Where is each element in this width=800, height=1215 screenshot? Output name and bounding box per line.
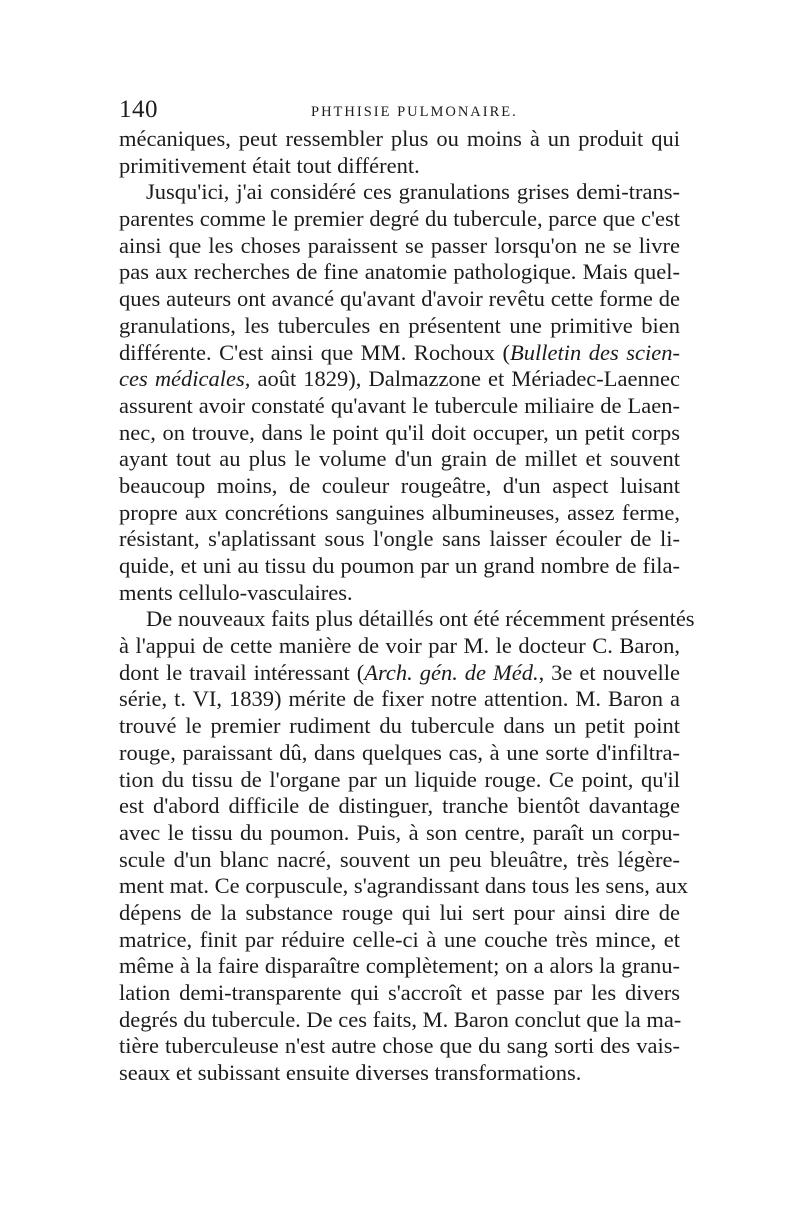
text-line: tière tuberculeuse n'est autre chose que du sang sorti des vais- [119,1033,680,1059]
text-line: ainsi que les choses paraissent se passer lorsqu'on ne se livre [119,232,680,258]
text-line: lation demi-transparente qui s'accroît et passe par les divers [119,980,680,1005]
text-line: ment mat. Ce corpuscule, s'agrandissant dans tous les sens, aux [119,873,688,899]
text-line: dépens de la substance rouge qui lui sert pour ainsi dire de [119,899,680,925]
text-line: quide, et uni au tissu du poumon par un grand nombre de fila- [119,553,680,578]
text-line: granulations, les tubercules en présentent une primitive bien [119,312,680,338]
page-number: 140 [119,96,158,123]
text-fragment: différente. C'est ainsi que MM. Rochoux ( [119,339,511,365]
text-line: ments cellulo-vasculaires. [119,579,353,605]
text-line: ayant tout au plus le volume d'un grain de millet et souvent [119,446,680,472]
text-line: même à la faire disparaître complètement; on a alors la granu- [119,953,680,979]
text-line: degrés du tubercule. De ces faits, M. Baron conclut que la ma- [119,1006,682,1032]
text-line: tion du tissu de l'organe par un liquide rouge. Ce point, qu'il [119,766,680,792]
text-line: résistant, s'aplatissant sous l'ongle sans laisser écouler de li- [119,526,680,552]
text-line-with-citation [119,660,680,687]
text-line: propre aux concrétions sanguines albumineuses, assez ferme, [119,499,680,525]
text-fragment: , 3e et nouvelle [538,659,681,685]
text-line: beaucoup moins, de couleur rougeâtre, d'un aspect luisant [119,472,680,498]
text-line: trouvé le premier rudiment du tubercule dans un petit point [119,713,680,739]
text-fragment: dont le travail intéressant ( [119,659,365,685]
text-line: pas aux recherches de fine anatomie pathologique. Mais quel- [119,259,680,285]
text-line: à l'appui de cette manière de voir par M. le docteur C. Baron, [119,633,680,659]
text-line: matrice, finit par réduire celle-ci à une couche très mince, et [119,926,680,952]
text-line: est d'abord difficile de distinguer, tranche bientôt davantage [119,793,680,819]
text-line: primitivement était tout différent. [119,152,420,178]
text-line-with-citation [119,340,680,367]
citation-title: ces médicales, [119,366,251,392]
text-line: série, t. VI, 1839) mérite de fixer notre attention. M. Baron a [119,686,680,712]
text-line: De nouveaux faits plus détaillés ont été récemment présentés [146,606,695,632]
text-line: mécaniques, peut ressembler plus ou moins à un produit qui [119,126,680,151]
text-line: parentes comme le premier degré du tubercule, parce que c'est [119,206,680,232]
text-line: rouge, paraissant dû, dans quelques cas, à une sorte d'infiltra- [119,739,680,765]
page-header [119,96,679,126]
text-line: seaux et subissant ensuite diverses transformations. [119,1060,582,1086]
running-head: PHTHISIE PULMONAIRE. [311,104,518,120]
text-line: avec le tissu du poumon. Puis, à son centre, paraît un corpu- [119,819,680,845]
text-line: ques auteurs ont avancé qu'avant d'avoir revêtu cette forme de [119,286,680,312]
body-text [119,126,695,1087]
text-line: Jusqu'ici, j'ai considéré ces granulations grises demi-trans- [146,179,680,205]
text-line-with-citation [119,366,680,393]
citation-title: Bulletin des scien- [510,339,680,365]
citation-title: Arch. gén. de Méd. [364,659,539,685]
text-line: scule d'un blanc nacré, souvent un peu bleuâtre, très légère- [119,846,680,872]
text-line: assurent avoir constaté qu'avant le tubercule miliaire de Laen- [119,392,680,418]
text-fragment: août 1829), Dalmazzone et Mériadec-Laennec [250,366,680,392]
text-line: nec, on trouve, dans le point qu'il doit occuper, un petit corps [119,419,680,445]
